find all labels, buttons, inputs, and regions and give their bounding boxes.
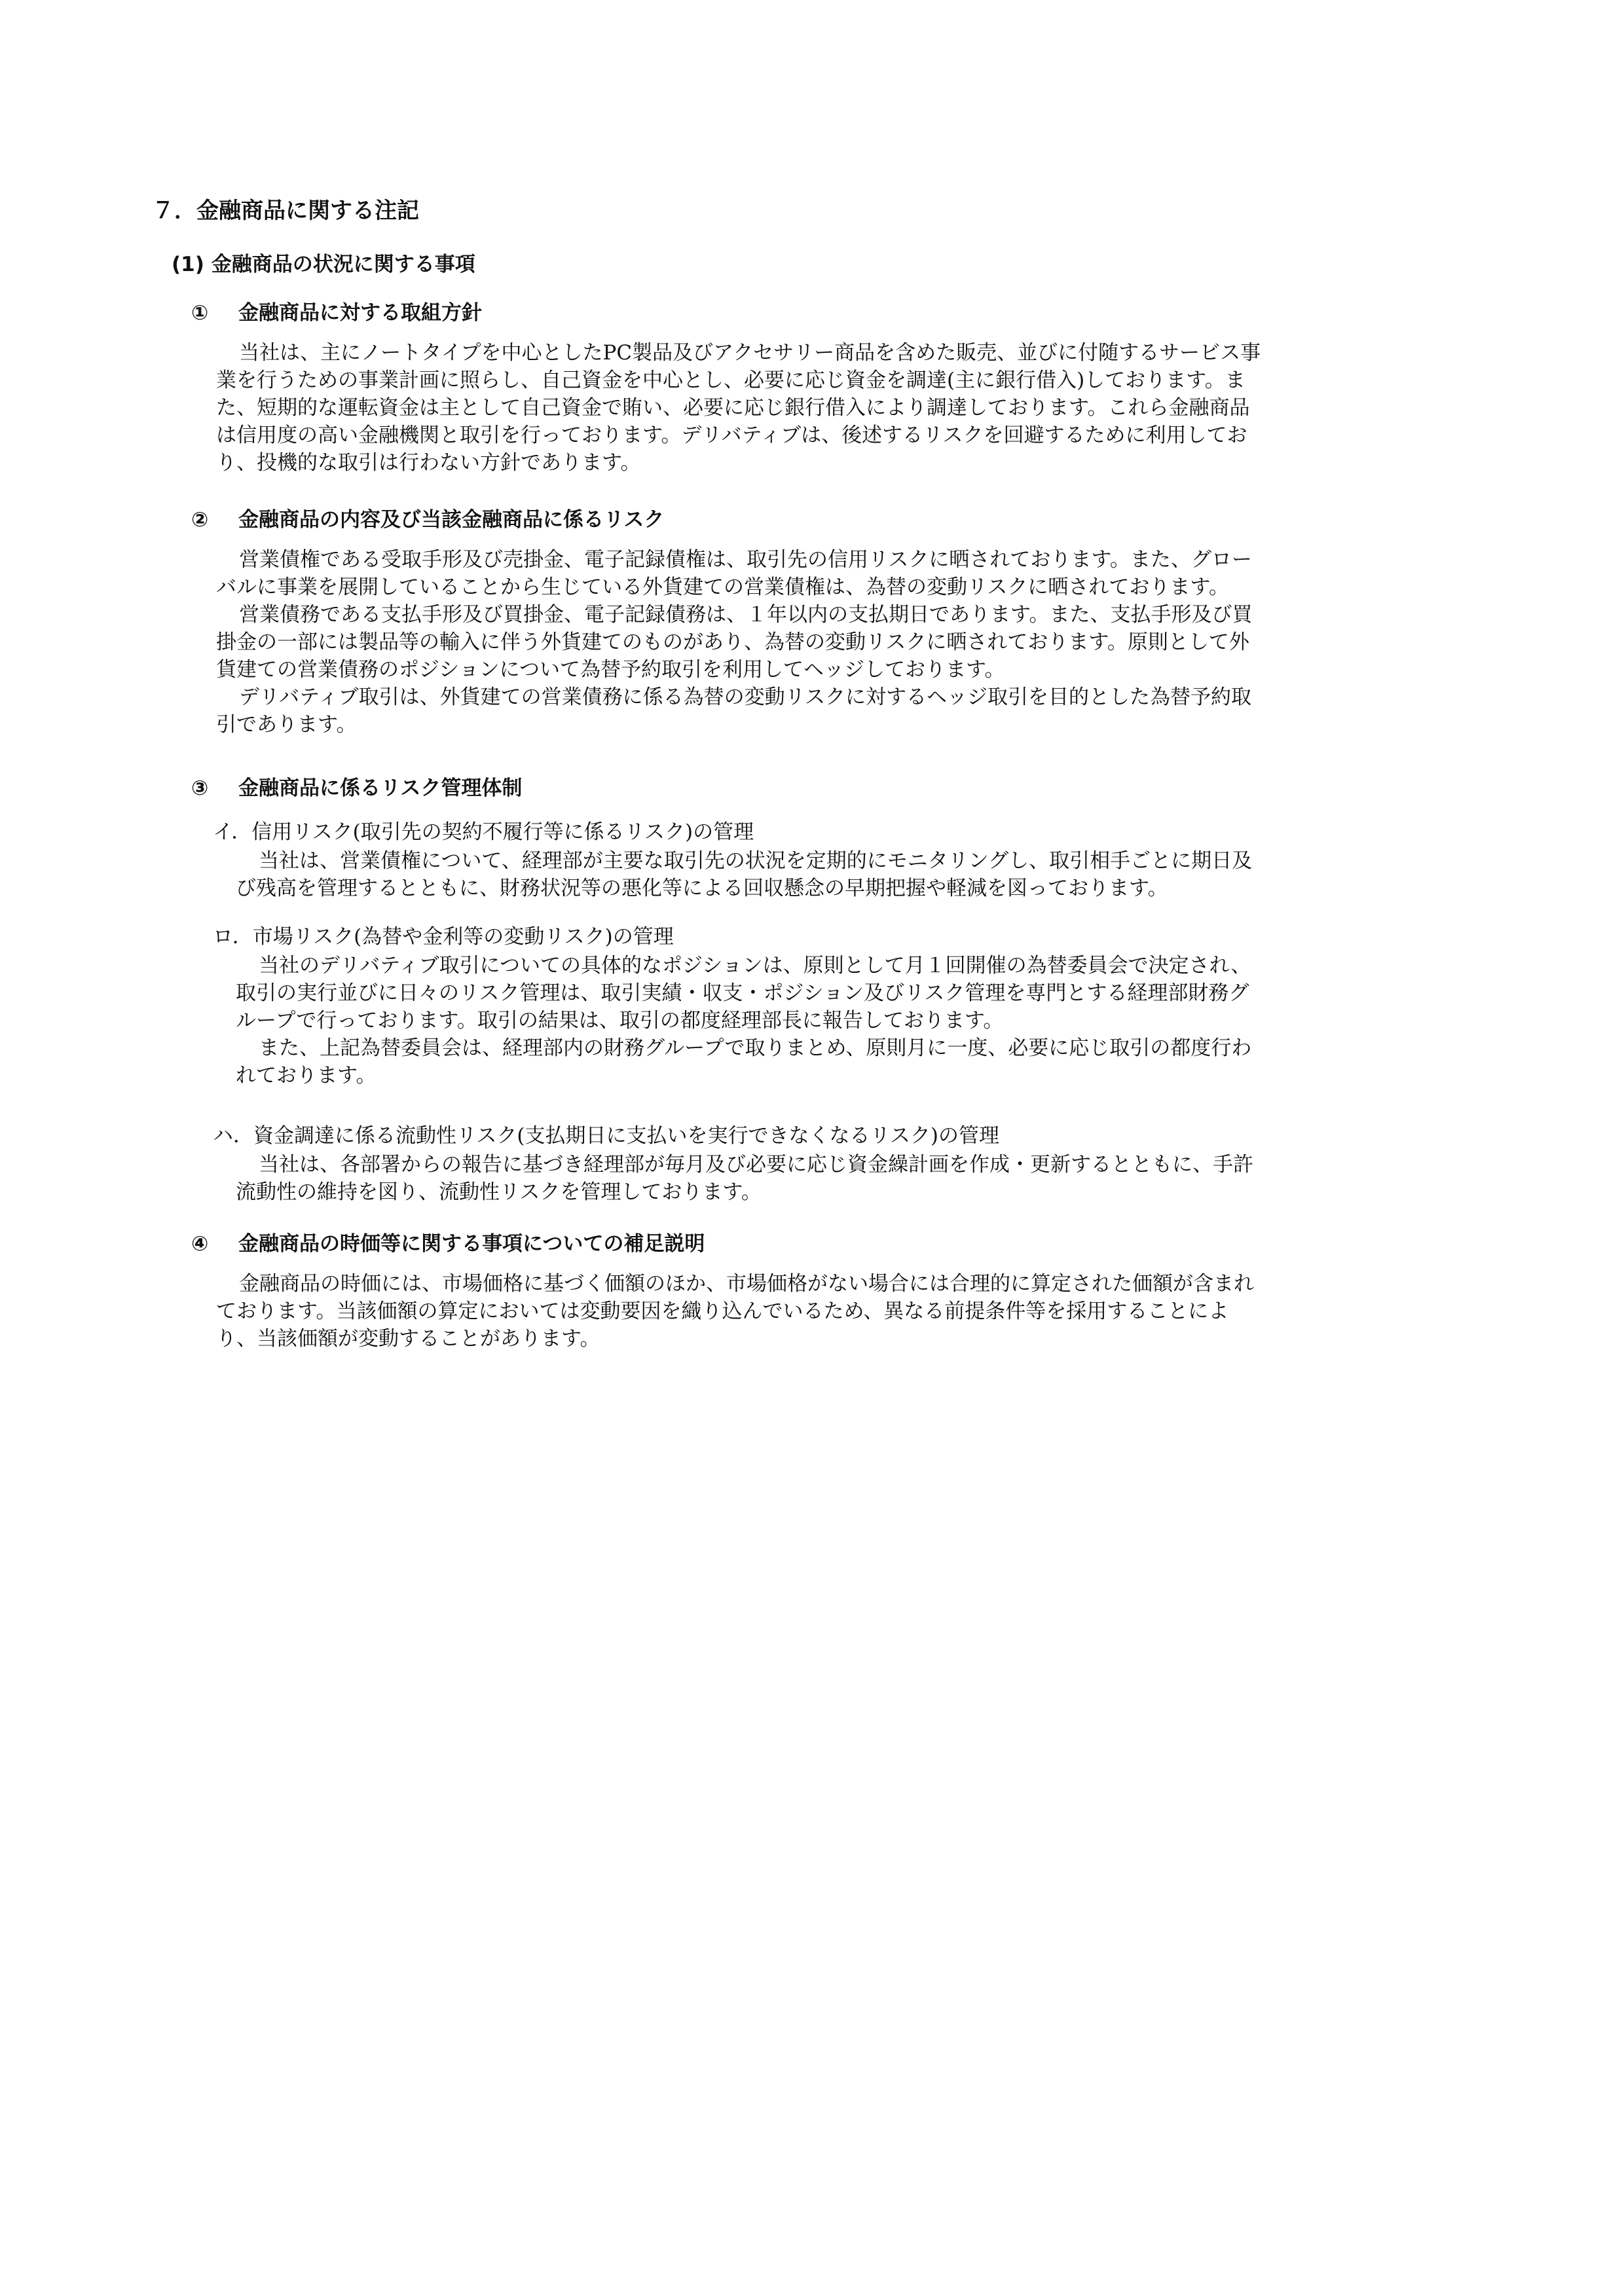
item-2-heading bbox=[191, 507, 664, 533]
paragraph-line: 当社は、主にノートタイプを中心としたPC製品及びアクセサリー商品を含めた販売、並びに付随するサービス事 bbox=[239, 341, 1261, 365]
item-number: ① bbox=[191, 301, 209, 325]
subitem-ro-body bbox=[236, 952, 1460, 1089]
subitem-ro-title: ロ．市場リスク(為替や金利等の変動リスク)の管理 bbox=[213, 925, 674, 949]
paragraph-line: ております。当該価額の算定においては変動要因を織り込んでいるため、異なる前提条件等を採用することによ bbox=[216, 1300, 1229, 1323]
paragraph-line: れております。 bbox=[236, 1064, 377, 1087]
item-title: 金融商品の時価等に関する事項についての補足説明 bbox=[238, 1232, 705, 1256]
paragraph-line: 営業債務である支払手形及び買掛金、電子記録債務は、１年以内の支払期日であります。また、支払手形及び買 bbox=[239, 603, 1253, 627]
item-4-heading bbox=[191, 1231, 705, 1257]
paragraph-line: デリバティブ取引は、外貨建ての営業債務に係る為替の変動リスクに対するヘッジ取引を目的とした為替予約取 bbox=[239, 685, 1251, 709]
paragraph-line: り、投機的な取引は行わない方針であります。 bbox=[216, 451, 641, 475]
section-title: ７．金融商品に関する注記 bbox=[152, 198, 419, 224]
paragraph-line: バルに事業を展開していることから生じている外貨建ての営業債権は、為替の変動リスクに晒されております。 bbox=[216, 575, 1229, 599]
item-title: 金融商品に対する取組方針 bbox=[238, 301, 482, 325]
paragraph-line: 引であります。 bbox=[216, 713, 357, 737]
item-title: 金融商品の内容及び当該金融商品に係るリスク bbox=[238, 508, 665, 532]
paragraph-line: は信用度の高い金融機関と取引を行っております。デリバティブは、後述するリスクを回避するために利用してお bbox=[216, 424, 1247, 447]
paragraph-line: 当社は、各部署からの報告に基づき経理部が毎月及び必要に応じ資金繰計画を作成・更新するとともに、手許 bbox=[259, 1153, 1253, 1176]
paragraph-line: 営業債権である受取手形及び売掛金、電子記録債権は、取引先の信用リスクに晒されております。また、グロー bbox=[239, 548, 1252, 572]
paragraph-line: 掛金の一部には製品等の輸入に伴う外貨建てのものがあり、為替の変動リスクに晒されております。原則として外 bbox=[216, 630, 1249, 654]
subsection-title: (1) 金融商品の状況に関する事項 bbox=[172, 253, 475, 276]
item-number: ② bbox=[191, 508, 209, 532]
paragraph-line: 業を行うための事業計画に照らし、自己資金を中心とし、必要に応じ資金を調達(主に銀行借入)しております。ま bbox=[216, 369, 1246, 392]
paragraph-line: 貨建ての営業債務のポジションについて為替予約取引を利用してヘッジしております。 bbox=[216, 658, 1005, 682]
subitem-i-title: イ．信用リスク(取引先の契約不履行等に係るリスク)の管理 bbox=[213, 820, 754, 844]
paragraph-line: また、上記為替委員会は、経理部内の財務グループで取りまとめ、原則月に一度、必要に応じ取引の都度行わ bbox=[259, 1036, 1252, 1060]
paragraph-line: た、短期的な運転資金は主として自己資金で賄い、必要に応じ銀行借入により調達しております。これら金融商品 bbox=[216, 396, 1250, 420]
item-1-heading bbox=[191, 300, 482, 326]
subitem-ha-title: ハ．資金調達に係る流動性リスク(支払期日に支払いを実行できなくなるリスク)の管理 bbox=[213, 1124, 999, 1148]
item-number: ④ bbox=[191, 1232, 209, 1256]
paragraph-line: び残高を管理するとともに、財務状況等の悪化等による回収懸念の早期把握や軽減を図っております。 bbox=[236, 877, 1168, 900]
item-3-heading bbox=[191, 775, 522, 801]
subitem-i-body bbox=[236, 847, 1460, 902]
paragraph-line: 当社のデリバティブ取引についての具体的なポジションは、原則として月１回開催の為替委員会で決定され、 bbox=[259, 954, 1251, 977]
item-title: 金融商品に係るリスク管理体制 bbox=[238, 776, 523, 800]
item-1-body bbox=[216, 339, 1460, 477]
paragraph-line: 取引の実行並びに日々のリスク管理は、取引実績・収支・ポジション及びリスク管理を専門とする経理部財務グ bbox=[236, 981, 1249, 1005]
paragraph-line: 当社は、営業債権について、経理部が主要な取引先の状況を定期的にモニタリングし、取引相手ごとに期日及 bbox=[259, 849, 1253, 873]
paragraph-line: り、当該価額が変動することがあります。 bbox=[216, 1327, 600, 1351]
item-2-body bbox=[216, 546, 1460, 738]
paragraph-line: ループで行っております。取引の結果は、取引の都度経理部長に報告しております。 bbox=[236, 1009, 1004, 1032]
item-number: ③ bbox=[191, 776, 209, 800]
paragraph-line: 金融商品の時価には、市場価格に基づく価額のほか、市場価格がない場合には合理的に算定された価額が含まれ bbox=[239, 1272, 1254, 1296]
subitem-ha-body bbox=[236, 1151, 1460, 1206]
item-4-body bbox=[216, 1270, 1460, 1353]
paragraph-line: 流動性の維持を図り、流動性リスクを管理しております。 bbox=[236, 1180, 762, 1204]
